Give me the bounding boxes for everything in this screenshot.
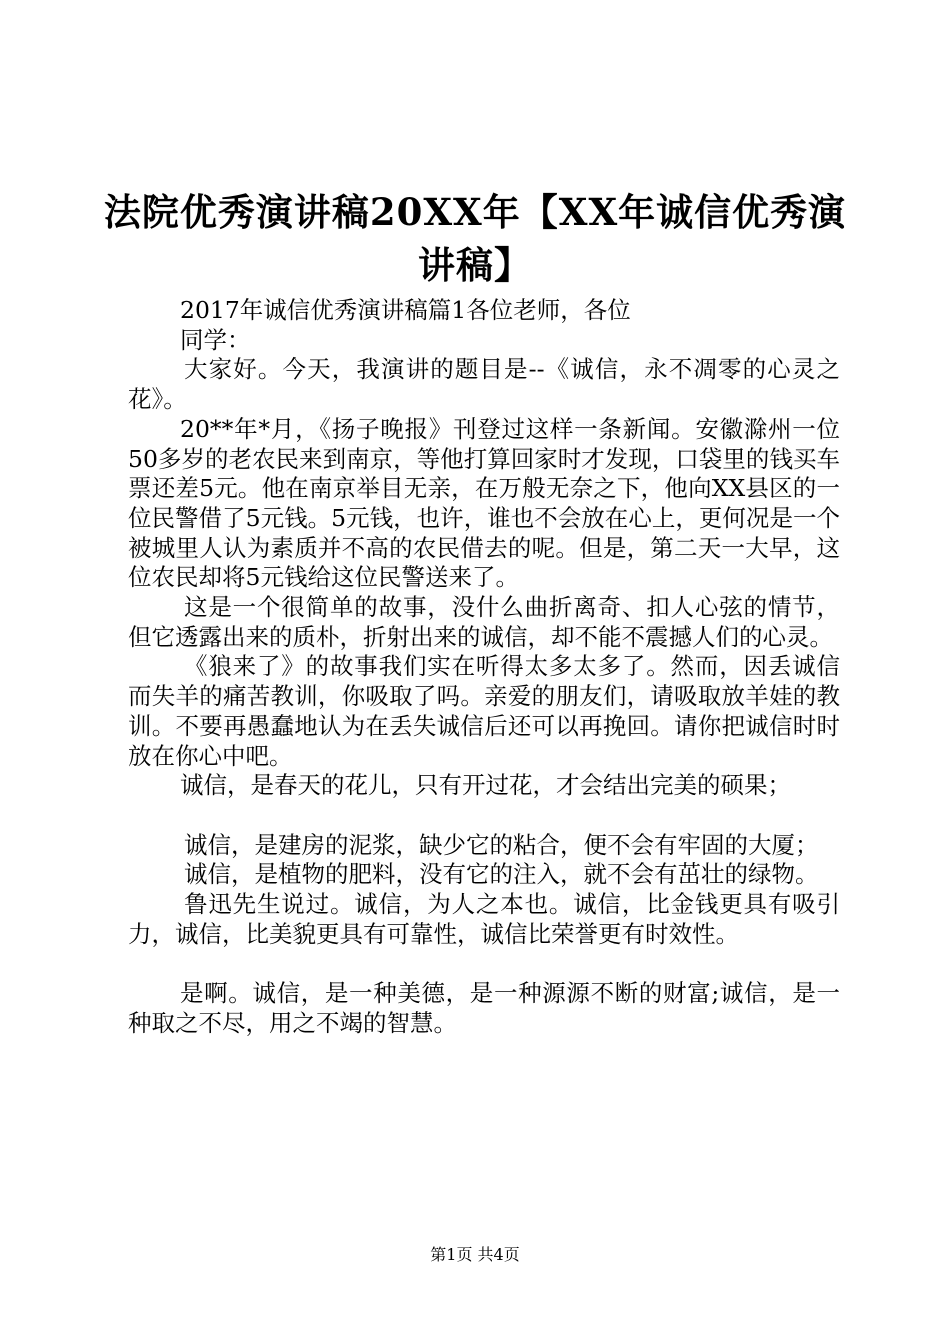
paragraph-fertilizer: 诚信，是植物的肥料，没有它的注入，就不会有茁壮的绿物。 [184,860,819,889]
paragraph-conclusion: 是啊。诚信，是一种美德，是一种源源不断的财富;诚信，是一种取之不尽，用之不竭的智慧。 [128,979,840,1037]
paragraph-wolf: 《狼来了》的故事我们实在听得太多太多了。然而，因丢诚信而失羊的痛苦教训，你吸取了吗。亲爱的朋友们，请吸取放羊娃的教训。不要再愚蠢地认为在丢失诚信后还可以再挽回。请你把诚信时时放在你心中吧。 [128,652,840,770]
paragraph-news: 20**年*月，《扬子晚报》刊登过这样一条新闻。安徽滁州一位50多岁的老农民来到南京，等他打算回家时才发现，口袋里的钱买车票还差5元。他在南京举目无亲，在万般无奈之下，他向XX县区的一位民警借了5元钱。5元钱，也许，谁也不会放在心上，更何况是一个被城里人认为素质并不高的农民借去的呢。但是，第二天一大早，这位农民却将5元钱给这位民警送来了。 [128,414,840,592]
paragraph-story: 这是一个很简单的故事，没什么曲折离奇、扣人心弦的情节，但它透露出来的质朴，折射出来的诚信，却不能不震撼人们的心灵。 [128,593,840,651]
paragraph-spring: 诚信，是春天的花儿，只有开过花，才会结出完美的硕果； [180,771,791,800]
page-footer: 第1页 共4页 [430,1245,520,1264]
paragraph-intro: 2017年诚信优秀演讲稿篇1各位老师，各位 [180,296,631,324]
blank-line [128,949,840,979]
document-title: 法院优秀演讲稿20XX年【XX年诚信优秀演讲稿】 [103,190,847,287]
paragraph-greeting: 大家好。今天，我演讲的题目是--《诚信，永不凋零的心灵之花》。 [128,355,840,414]
document-body [128,296,840,1039]
blank-line [128,801,840,831]
paragraph-salutation: 同学： [180,325,251,354]
paragraph-luxun: 鲁迅先生说过。诚信，为人之本也。诚信，比金钱更具有吸引力，诚信，比美貌更具有可靠性，诚信比荣誉更有时效性。 [128,890,840,948]
paragraph-mortar: 诚信，是建房的泥浆，缺少它的粘合，便不会有牢固的大厦； [184,830,819,859]
